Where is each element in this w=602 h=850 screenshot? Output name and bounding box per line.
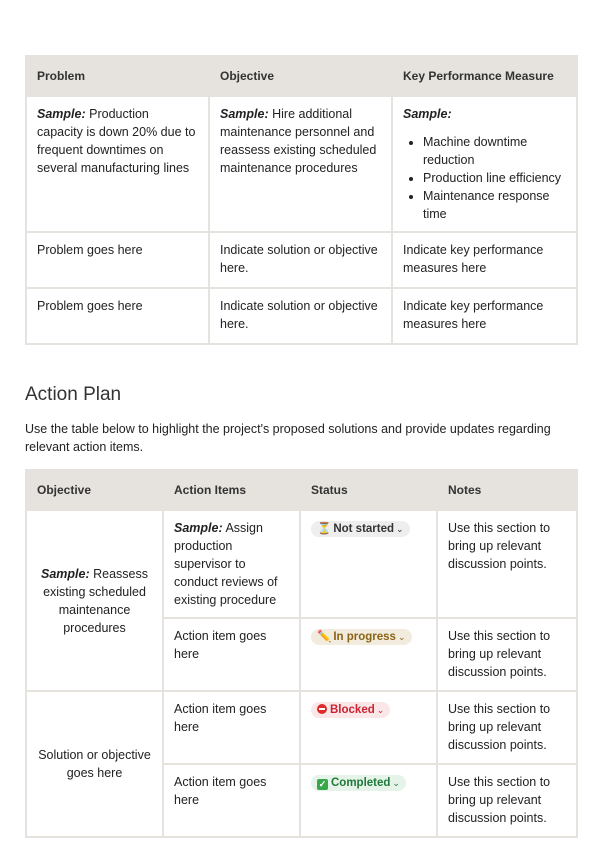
header-notes: Notes — [437, 470, 577, 510]
hourglass-icon: ⏳ — [317, 523, 332, 535]
section-title: Action Plan — [25, 384, 122, 405]
sample-label: Sample: — [37, 107, 86, 121]
sample-objective-cell — [209, 96, 392, 232]
action-plan-table — [25, 469, 578, 838]
sample-label: Sample: — [174, 521, 223, 535]
action-cell: Action item goes here — [163, 764, 300, 837]
header-status: Status — [300, 470, 437, 510]
kpm-cell: Indicate key performance measures here — [392, 288, 577, 344]
objective-cell: Solution or objective goes here — [26, 691, 163, 837]
table-row — [26, 288, 577, 344]
table-row — [26, 510, 577, 618]
sample-objective-text: Hire additional maintenance personnel and reassess existing scheduled maintenance procedures — [220, 107, 377, 175]
chevron-down-icon: ⌄ — [396, 524, 404, 534]
notes-cell: Use this section to bring up relevant discussion points. — [437, 764, 577, 837]
status-label: Blocked — [330, 704, 375, 716]
list-item: • Production line efficiency — [423, 169, 566, 187]
table-row — [26, 232, 577, 288]
objective-text: Reassess existing scheduled maintenance procedures — [43, 566, 148, 635]
list-item: • Machine downtime reduction — [423, 133, 566, 169]
status-dropdown-in-progress[interactable] — [311, 629, 412, 645]
action-text: Assign production supervisor to conduct reviews of existing procedure — [174, 521, 278, 607]
sample-row — [26, 96, 577, 232]
status-cell — [300, 691, 437, 764]
chevron-down-icon: ⌄ — [397, 632, 406, 642]
table-row — [26, 691, 577, 764]
status-cell — [300, 764, 437, 837]
sample-problem-cell — [26, 96, 209, 232]
sample-label: Sample: — [403, 107, 452, 121]
kpi-table — [25, 55, 578, 345]
section-intro: Use the table below to highlight the project's proposed solutions and provide updates regarding relevant action items. — [25, 422, 551, 454]
status-cell — [300, 618, 437, 691]
header-action-items: Action Items — [163, 470, 300, 510]
action-table-header — [26, 470, 577, 510]
objective-cell: Indicate solution or objective here. — [209, 232, 392, 288]
sample-problem-text: Production capacity is down 20% due to frequent downtimes on several manufacturing lines — [37, 107, 196, 175]
problem-cell: Problem goes here — [26, 288, 209, 344]
no-entry-icon — [317, 704, 327, 714]
sample-label: Sample: — [40, 566, 90, 581]
status-label: Completed — [331, 777, 391, 789]
problem-cell: Problem goes here — [26, 232, 209, 288]
list-item: • Maintenance response time — [423, 187, 566, 223]
notes-cell: Use this section to bring up relevant discussion points. — [437, 510, 577, 618]
check-mark-icon: ✓ — [318, 779, 327, 789]
status-dropdown-completed[interactable] — [311, 775, 406, 791]
header-kpm: Key Performance Measure — [392, 56, 577, 96]
chevron-down-icon: ⌄ — [392, 778, 400, 788]
status-label: In progress — [333, 631, 396, 643]
status-dropdown-blocked[interactable] — [311, 702, 390, 718]
kpi-table-header — [26, 56, 577, 96]
notes-cell: Use this section to bring up relevant discussion points. — [437, 618, 577, 691]
header-objective: Objective — [26, 470, 163, 510]
notes-cell: Use this section to bring up relevant discussion points. — [437, 691, 577, 764]
chevron-down-icon: ⌄ — [376, 705, 385, 715]
sample-label: Sample: — [220, 107, 269, 121]
status-label: Not started — [333, 523, 395, 535]
header-objective: Objective — [209, 56, 392, 96]
status-dropdown-not-started[interactable] — [311, 521, 410, 537]
status-cell — [300, 510, 437, 618]
objective-cell — [26, 510, 163, 691]
kpi-list — [403, 133, 566, 223]
action-cell: Action item goes here — [163, 618, 300, 691]
objective-cell: Indicate solution or objective here. — [209, 288, 392, 344]
kpm-cell: Indicate key performance measures here — [392, 232, 577, 288]
action-cell: Action item goes here — [163, 691, 300, 764]
header-problem: Problem — [26, 56, 209, 96]
sample-kpm-cell — [392, 96, 577, 232]
action-cell — [163, 510, 300, 618]
pencil-icon: ✏️ — [317, 631, 332, 643]
